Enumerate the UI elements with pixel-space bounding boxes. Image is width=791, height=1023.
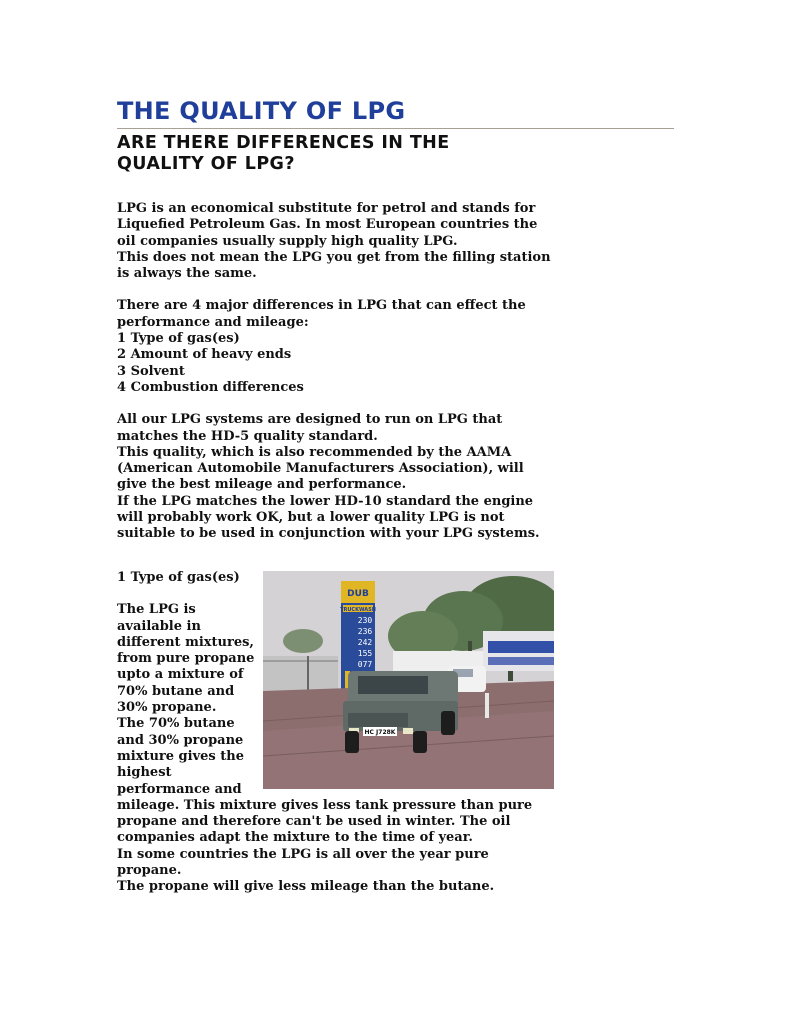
price-1: 230 xyxy=(357,616,373,625)
text-line: mixture gives the xyxy=(117,748,244,764)
text-line: available in xyxy=(117,618,201,634)
price-2: 236 xyxy=(357,627,373,636)
text-line: 70% butane and xyxy=(117,683,235,699)
text-line: propane. xyxy=(117,863,182,879)
text-line: from pure propane xyxy=(117,651,255,667)
text-line: The 70% butane xyxy=(117,716,235,732)
text-line: different mixtures, xyxy=(117,634,254,650)
list-item: 4 Combustion differences xyxy=(117,379,304,395)
subtitle-line: ARE THERE DIFFERENCES IN THE xyxy=(117,133,450,153)
text-line: The LPG is xyxy=(117,602,196,618)
text-line: This does not mean the LPG you get from the filling station xyxy=(117,249,551,265)
text-line: There are 4 major differences in LPG that can effect the xyxy=(117,298,526,314)
text-line: upto a mixture of xyxy=(117,667,244,683)
text-line: Liquefied Petroleum Gas. In most European countries the xyxy=(117,217,538,233)
text-line: companies adapt the mixture to the time of year. xyxy=(117,830,473,846)
full-width-text xyxy=(117,798,557,896)
text-line: performance and xyxy=(117,781,242,797)
wrapped-text xyxy=(117,602,262,798)
text-line: propane and therefore can't be used in winter. The oil xyxy=(117,814,511,830)
text-line: and 30% propane xyxy=(117,732,244,748)
text-line: If the LPG matches the lower HD-10 standard the engine xyxy=(117,493,534,509)
systems-paragraph xyxy=(117,412,677,542)
price-4: 155 xyxy=(357,649,373,658)
article-body xyxy=(117,201,677,543)
price-3: 242 xyxy=(357,638,373,647)
intro-paragraph xyxy=(117,201,677,282)
page-title: THE QUALITY OF LPG xyxy=(117,97,406,125)
text-line: LPG is an economical substitute for petrol and stands for xyxy=(117,201,536,216)
station-illustration xyxy=(263,571,554,789)
text-line: (American Automobile Manufacturers Association), will xyxy=(117,461,524,477)
text-line: mileage. This mixture gives less tank pressure than pure xyxy=(117,797,533,813)
page-subtitle xyxy=(117,133,677,175)
list-item: 2 Amount of heavy ends xyxy=(117,347,292,363)
text-line: 30% propane. xyxy=(117,700,217,716)
text-line: suitable to be used in conjunction with your LPG systems. xyxy=(117,526,540,542)
text-line: performance and mileage: xyxy=(117,314,309,330)
text-line: is always the same. xyxy=(117,266,257,282)
price-5: 077 xyxy=(357,660,373,669)
text-line: highest xyxy=(117,765,172,781)
text-line: All our LPG systems are designed to run on LPG that xyxy=(117,412,503,428)
text-line: oil companies usually supply high quality LPG. xyxy=(117,233,458,249)
list-item: 1 Type of gas(es) xyxy=(117,331,240,347)
text-line: give the best mileage and performance. xyxy=(117,477,407,493)
sign-label: TRUCKWASH xyxy=(340,607,376,613)
differences-paragraph xyxy=(117,298,677,396)
document-page xyxy=(117,96,677,543)
text-line: will probably work OK, but a lower quality LPG is not xyxy=(117,510,505,526)
title-divider xyxy=(117,128,674,129)
list-item: 3 Solvent xyxy=(117,363,185,379)
license-plate: HC J728K xyxy=(364,729,396,736)
text-line: This quality, which is also recommended by the AAMA xyxy=(117,444,512,460)
text-line: In some countries the LPG is all over the year pure xyxy=(117,846,489,862)
sign-brand: DUB xyxy=(347,589,369,599)
text-line: The propane will give less mileage than the butane. xyxy=(117,879,495,895)
subtitle-line: QUALITY OF LPG? xyxy=(117,154,295,174)
lpg-station-photo xyxy=(263,571,554,789)
section-heading: 1 Type of gas(es) xyxy=(117,570,240,585)
text-line: matches the HD-5 quality standard. xyxy=(117,428,378,444)
